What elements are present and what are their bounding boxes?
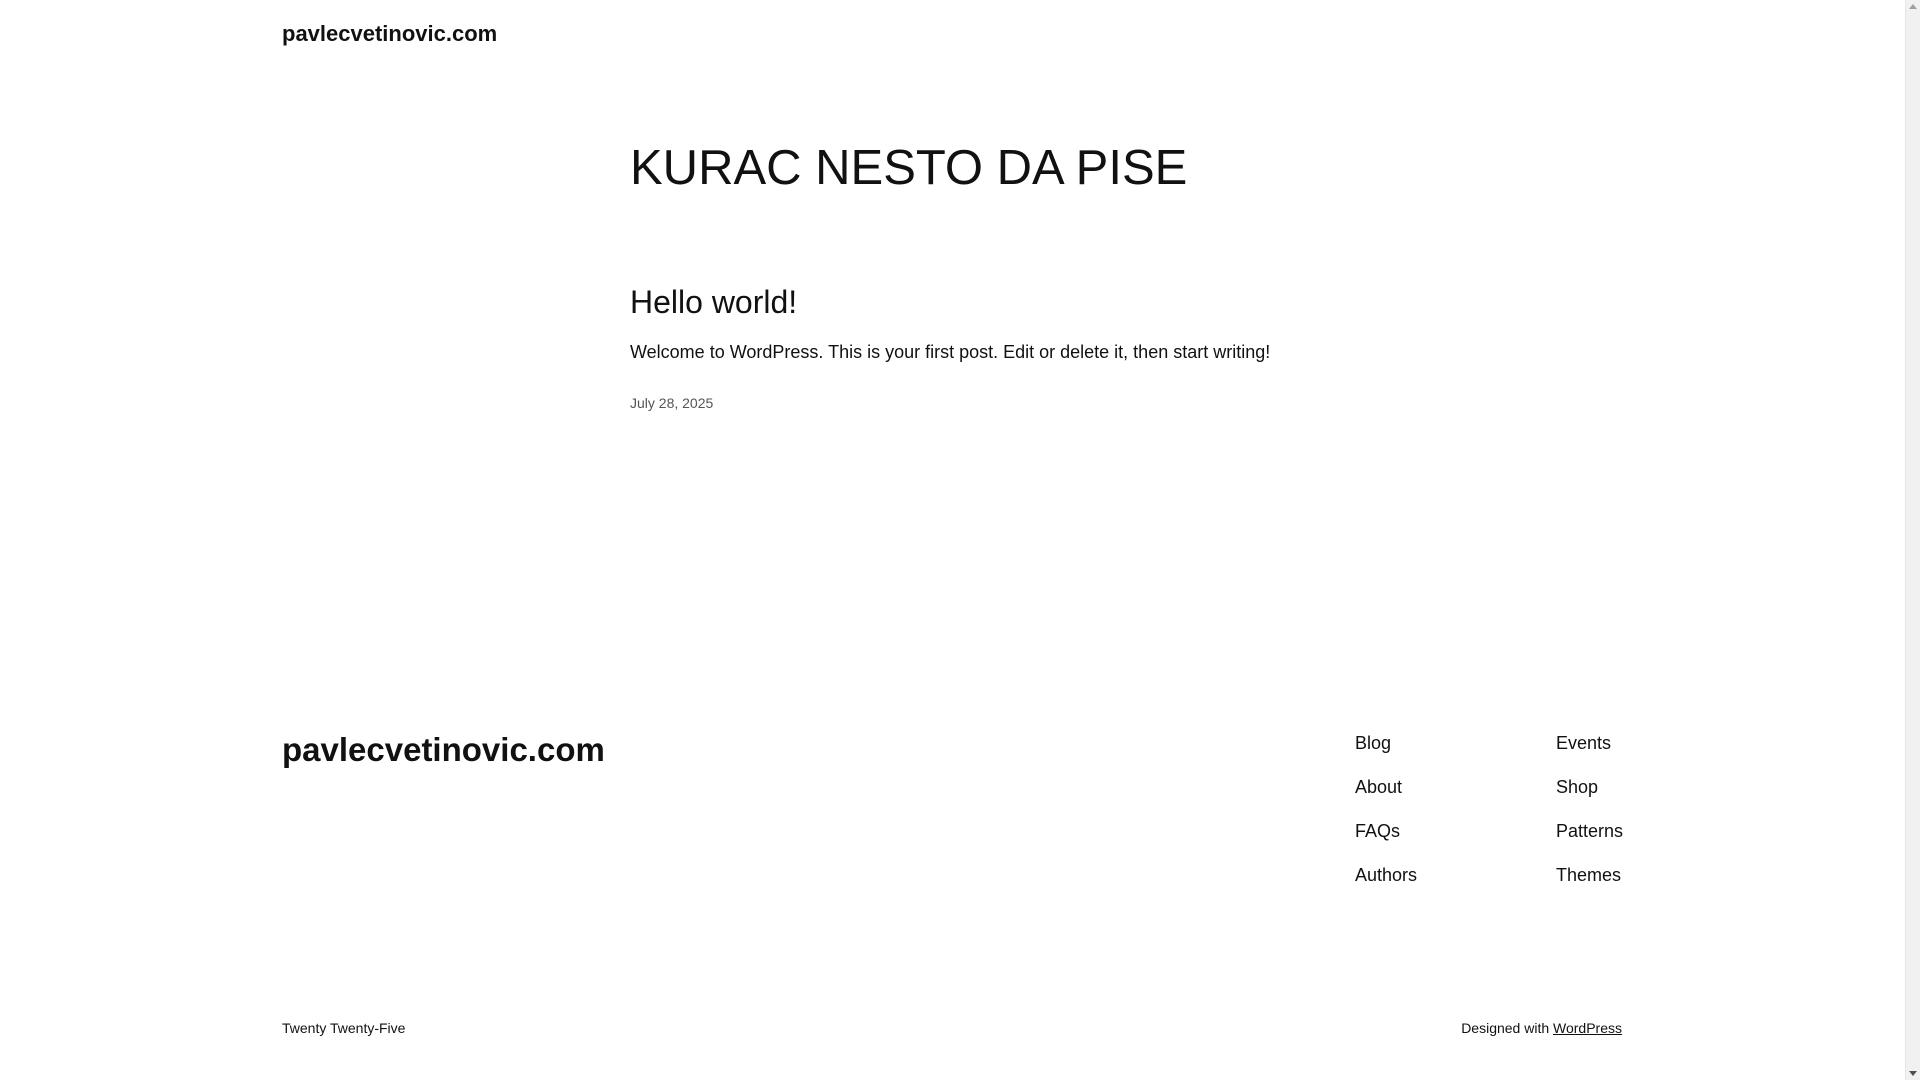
post-title-link[interactable]: Hello world! xyxy=(630,284,798,320)
footer-link-themes[interactable]: Themes xyxy=(1556,865,1622,885)
footer-link-about[interactable]: About xyxy=(1355,777,1403,797)
footer-link-patterns[interactable]: Patterns xyxy=(1556,821,1624,841)
footer-site-title-link[interactable]: pavlecvetinovic.com xyxy=(282,731,605,768)
footer-link-faqs[interactable]: FAQs xyxy=(1355,821,1401,841)
footer-nav-column-1 xyxy=(1355,731,1417,907)
theme-credit: Twenty Twenty-Five xyxy=(282,1020,406,1036)
chevron-up-icon[interactable] xyxy=(1909,4,1917,9)
page-title: KURAC NESTO DA PISE xyxy=(630,141,1188,195)
footer-link-events[interactable]: Events xyxy=(1556,733,1612,753)
post-date: July 28, 2025 xyxy=(630,395,714,411)
designed-with-credit xyxy=(1461,1019,1622,1037)
wordpress-link[interactable]: WordPress xyxy=(1553,1020,1622,1036)
footer-link-shop[interactable]: Shop xyxy=(1556,777,1599,797)
footer-link-authors[interactable]: Authors xyxy=(1355,865,1418,885)
site-title-link[interactable]: pavlecvetinovic.com xyxy=(282,21,498,46)
chevron-down-icon[interactable] xyxy=(1909,1071,1917,1076)
post-excerpt: Welcome to WordPress. This is your first post. Edit or delete it, then start writing! xyxy=(630,342,1271,362)
designed-with-prefix: Designed with xyxy=(1461,1020,1550,1036)
footer-nav-column-2 xyxy=(1556,731,1623,907)
footer-link-blog[interactable]: Blog xyxy=(1355,733,1392,753)
vertical-scrollbar[interactable] xyxy=(1905,0,1920,1080)
